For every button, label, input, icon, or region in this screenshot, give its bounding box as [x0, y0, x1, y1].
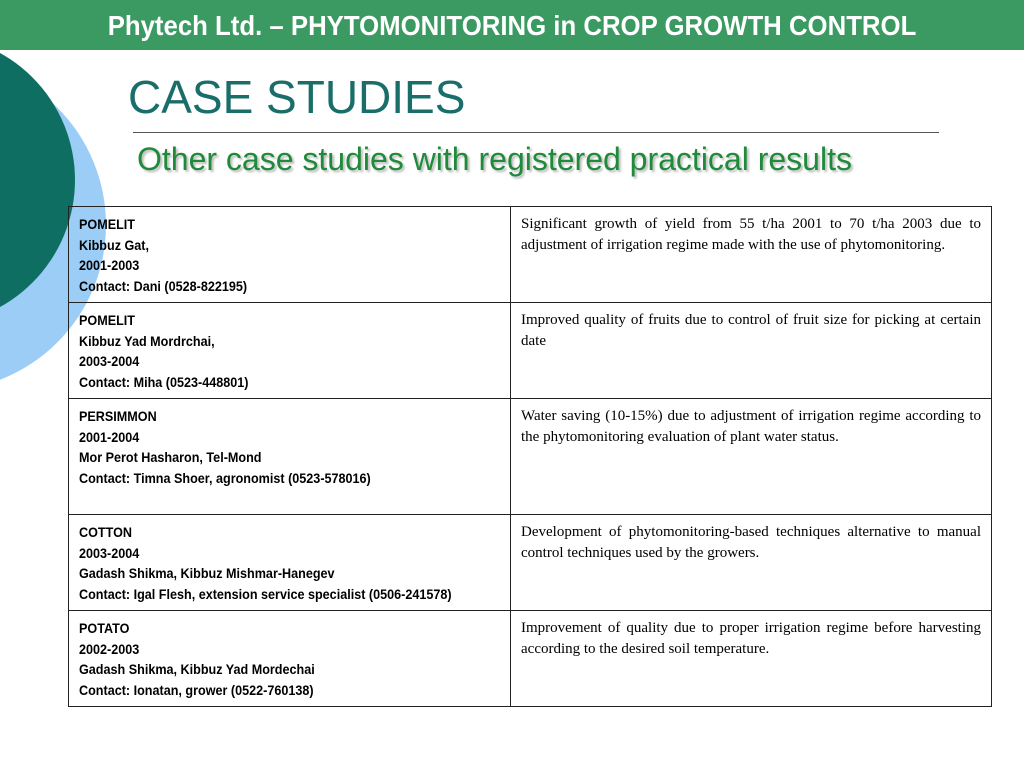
case-period: 2003-2004: [79, 544, 140, 561]
title-divider: [133, 132, 939, 133]
case-contact: Contact: Dani (0528-822195): [79, 277, 248, 294]
case-result: Development of phytomonitoring-based techniques alternative to manual control techniques used by the growers.: [521, 524, 981, 561]
case-location: Mor Perot Hasharon, Tel-Mond: [79, 449, 262, 465]
case-result: Water saving (10-15%) due to adjustment of irrigation regime according to the phytomonitoring evaluation of plant water status.: [521, 408, 981, 445]
page-subtitle: Other case studies with registered practical results: [137, 141, 852, 177]
case-result: Improvement of quality due to proper irrigation regime before harvesting according to the desired soil temperature.: [521, 620, 981, 657]
table-row: [69, 399, 992, 515]
case-contact: Contact: Igal Flesh, extension service specialist (0506-241578): [79, 585, 452, 602]
case-info-cell: [69, 399, 511, 515]
case-location: Gadash Shikma, Kibbuz Yad Mordechai: [79, 661, 315, 677]
case-location: Kibbuz Gat,: [79, 236, 150, 253]
case-period: 2001-2004: [79, 428, 140, 445]
crop-name: COTTON: [79, 524, 132, 540]
table-row: [69, 303, 992, 399]
case-result-cell: [511, 515, 992, 611]
case-contact: Contact: Miha (0523-448801): [79, 373, 249, 390]
case-info-cell: [69, 303, 511, 399]
case-contact: Contact: Timna Shoer, agronomist (0523-578016): [79, 469, 371, 486]
table-row: [69, 207, 992, 303]
case-info-cell: [69, 207, 511, 303]
crop-name: POMELIT: [79, 312, 136, 328]
case-contact: Contact: Ionatan, grower (0522-760138): [79, 681, 314, 698]
case-location: Gadash Shikma, Kibbuz Mishmar-Hanegev: [79, 565, 335, 581]
case-location: Kibbuz Yad Mordrchai,: [79, 332, 215, 349]
case-result: Significant growth of yield from 55 t/ha 2001 to 70 t/ha 2003 due to adjustment of irrigation regime made with the use of phytomonitoring.: [521, 216, 981, 253]
crop-name: PERSIMMON: [79, 408, 157, 424]
page-title: CASE STUDIES: [128, 71, 466, 123]
header-title: Phytech Ltd. – PHYTOMONITORING in CROP GROWTH CONTROL: [107, 10, 917, 41]
case-result-cell: [511, 399, 992, 515]
case-result-cell: [511, 207, 992, 303]
crop-name: POMELIT: [79, 216, 136, 232]
case-period: 2003-2004: [79, 353, 140, 369]
case-info-cell: [69, 611, 511, 707]
case-info-cell: [69, 515, 511, 611]
crop-name: POTATO: [79, 620, 130, 636]
case-result: Improved quality of fruits due to control of fruit size for picking at certain date: [521, 312, 981, 349]
table-row: [69, 515, 992, 611]
case-studies-table: [68, 206, 992, 707]
table-row: [69, 611, 992, 707]
case-result-cell: [511, 611, 992, 707]
case-result-cell: [511, 303, 992, 399]
case-period: 2002-2003: [79, 640, 140, 657]
case-period: 2001-2003: [79, 257, 140, 273]
